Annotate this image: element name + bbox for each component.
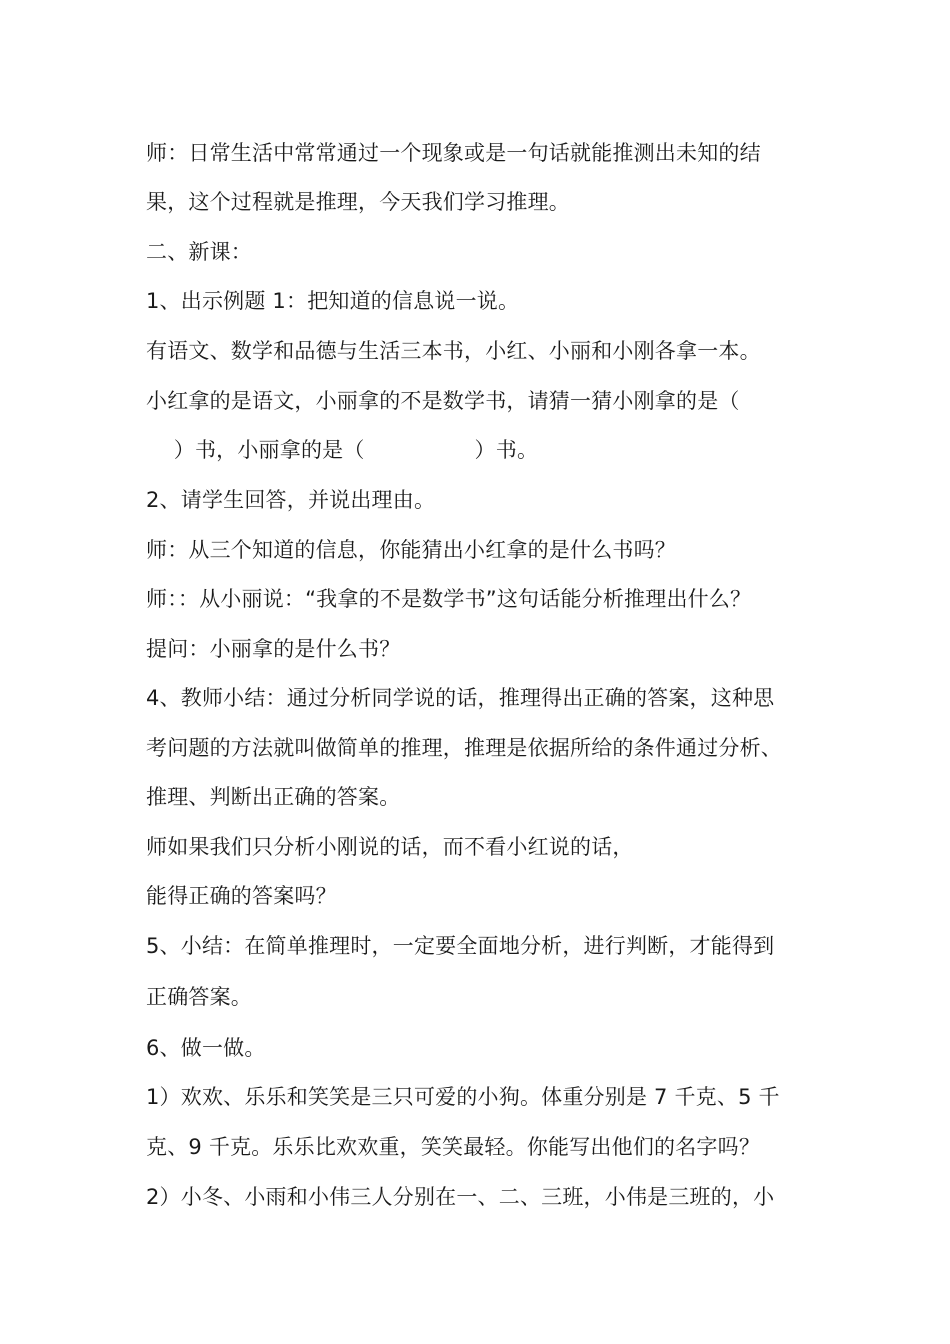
text-line: 1、出示例题 1：把知道的信息说一说。 — [146, 289, 520, 313]
text-line: 考问题的方法就叫做简单的推理，推理是依据所给的条件通过分析、 — [146, 736, 782, 760]
text-line: 5、小结：在简单推理时，一定要全面地分析，进行判断，才能得到 — [146, 934, 775, 958]
text-line: 师：日常生活中常常通过一个现象或是一句话就能推测出未知的结 — [146, 141, 761, 165]
text-line: 推理、判断出正确的答案。 — [146, 785, 401, 809]
text-line: 1）欢欢、乐乐和笑笑是三只可爱的小狗。体重分别是 7 千克、5 千 — [146, 1085, 780, 1109]
text-line: 2、请学生回答，并说出理由。 — [146, 488, 436, 512]
text-line: 小红拿的是语文，小丽拿的不是数学书，请猜一猜小刚拿的是（ — [146, 389, 740, 413]
text-line: 能得正确的答案吗？ — [146, 884, 337, 908]
text-line: 果，这个过程就是推理，今天我们学习推理。 — [146, 190, 570, 214]
text-line: 正确答案。 — [146, 985, 252, 1009]
text-line: 2）小冬、小雨和小伟三人分别在一、二、三班，小伟是三班的，小 — [146, 1185, 775, 1209]
text-line: 师：从三个知道的信息，你能猜出小红拿的是什么书吗？ — [146, 538, 676, 562]
section-heading: 二、新课： — [146, 240, 252, 264]
text-line: 师如果我们只分析小刚说的话，而不看小红说的话， — [146, 835, 634, 859]
text-line: 有语文、数学和品德与生活三本书，小红、小丽和小刚各拿一本。 — [146, 339, 761, 363]
text-line: 6、做一做。 — [146, 1036, 266, 1060]
text-line: 师：：从小丽说：“我拿的不是数学书”这句话能分析推理出什么？ — [146, 587, 752, 611]
text-line: 4、教师小结：通过分析同学说的话，推理得出正确的答案，这种思 — [146, 686, 775, 710]
text-line: 提问：小丽拿的是什么书？ — [146, 637, 401, 661]
fill-in-blank-line: ）书，小丽拿的是（ ）书。 — [160, 438, 539, 462]
text-line: 克、9 千克。乐乐比欢欢重，笑笑最轻。你能写出他们的名字吗？ — [146, 1135, 761, 1159]
